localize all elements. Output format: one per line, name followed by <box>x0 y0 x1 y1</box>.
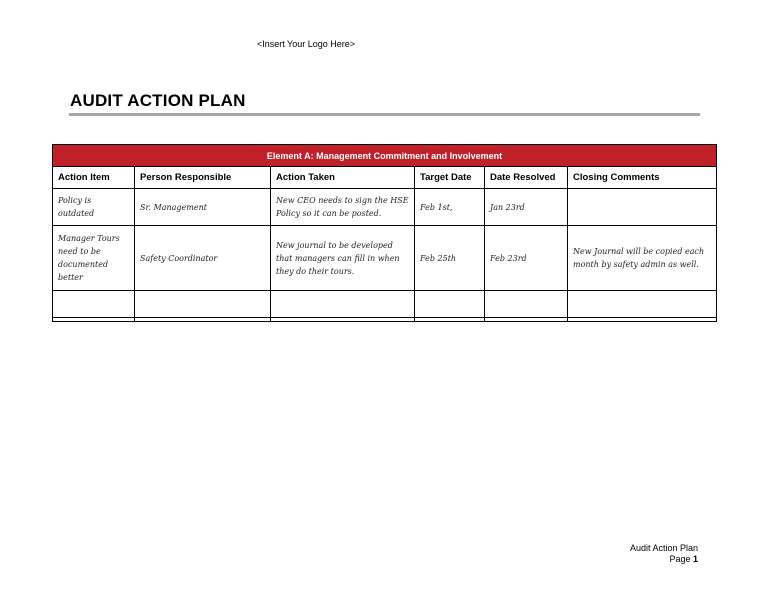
action-taken-cell[interactable]: New CEO needs to sign the HSE Policy so it can be posted. <box>271 189 415 226</box>
page-footer <box>630 543 698 565</box>
title-divider <box>69 113 700 116</box>
target-date-cell[interactable]: Feb 1st, <box>415 189 485 226</box>
audit-table <box>52 144 717 322</box>
column-header: Person Responsible <box>135 167 271 189</box>
target-date-cell[interactable] <box>415 291 485 318</box>
logo-placeholder: <Insert Your Logo Here> <box>256 39 356 49</box>
table-row <box>53 226 717 291</box>
column-header: Action Taken <box>271 167 415 189</box>
column-header: Date Resolved <box>485 167 568 189</box>
date-resolved-cell[interactable] <box>485 291 568 318</box>
column-header: Target Date <box>415 167 485 189</box>
action-item-cell[interactable] <box>53 291 135 318</box>
footer-page-number: 1 <box>692 554 698 564</box>
column-header: Closing Comments <box>568 167 717 189</box>
column-header: Action Item <box>53 167 135 189</box>
person-responsible-cell[interactable]: Sr. Management <box>135 189 271 226</box>
table-row <box>53 291 717 318</box>
footer-page-label: Page <box>669 554 691 564</box>
footer-doc-name: Audit Action Plan <box>629 543 698 553</box>
table-row <box>53 189 717 226</box>
closing-comments-cell[interactable]: New Journal will be copied each month by safety admin as well. <box>568 226 717 291</box>
person-responsible-cell[interactable]: Safety Coordinator <box>135 226 271 291</box>
date-resolved-cell[interactable]: Jan 23rd <box>485 189 568 226</box>
date-resolved-cell[interactable]: Feb 23rd <box>485 226 568 291</box>
action-taken-cell[interactable] <box>271 291 415 318</box>
person-responsible-cell[interactable] <box>135 291 271 318</box>
closing-comments-cell[interactable] <box>568 189 717 226</box>
action-item-cell[interactable]: Policy is outdated <box>53 189 135 226</box>
action-taken-cell[interactable]: New journal to be developed that managers can fill in when they do their tours. <box>271 226 415 291</box>
table-header-row <box>53 167 717 189</box>
footer-page <box>630 554 698 565</box>
target-date-cell[interactable]: Feb 25th <box>415 226 485 291</box>
table-row-continuation <box>53 318 717 322</box>
section-banner: Element A: Management Commitment and Involvement <box>53 145 717 167</box>
page-title: AUDIT ACTION PLAN <box>70 91 246 110</box>
closing-comments-cell[interactable] <box>568 291 717 318</box>
action-item-cell[interactable]: Manager Tours need to be documented better <box>53 226 135 291</box>
